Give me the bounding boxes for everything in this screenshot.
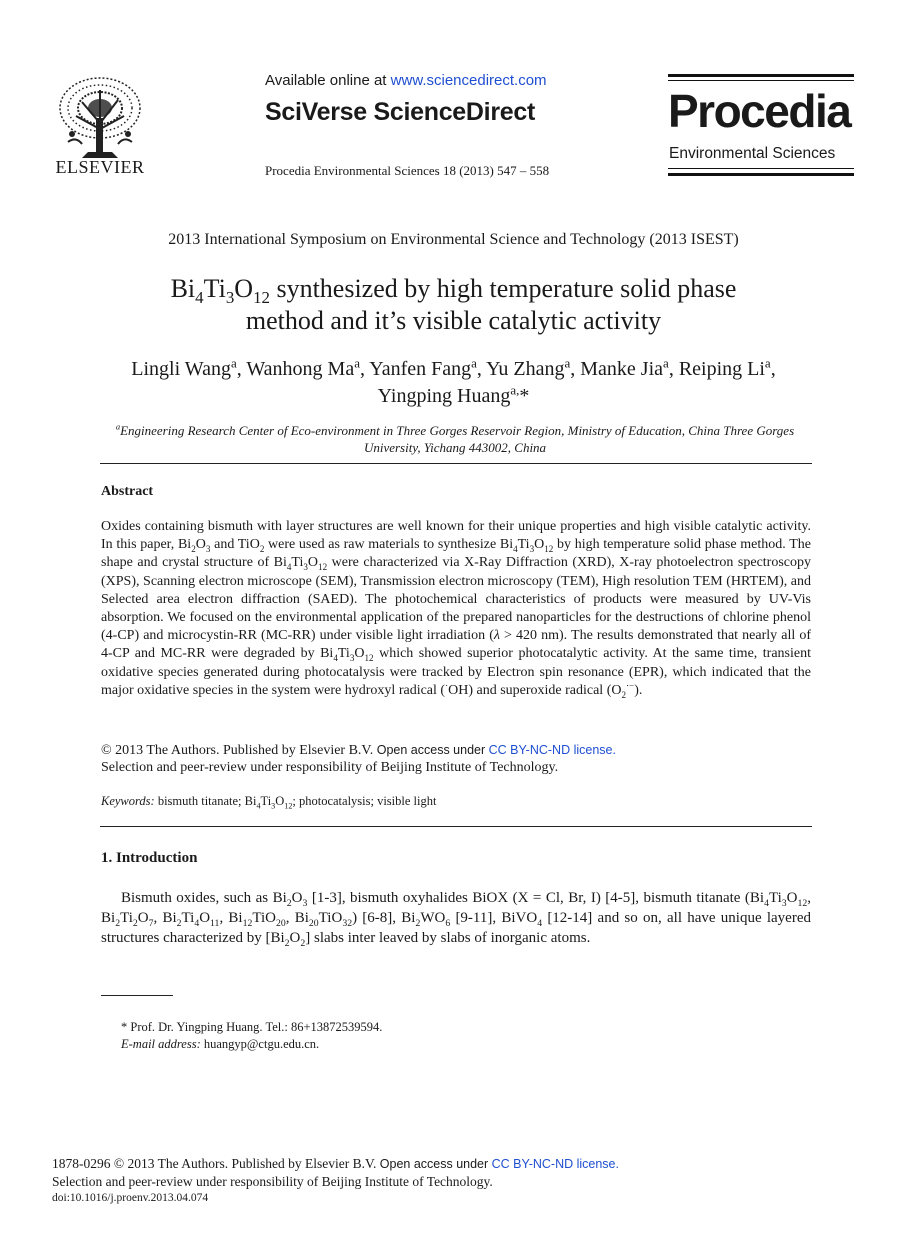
author: Yu Zhang$^a$, [486, 355, 581, 380]
footnote [121, 1019, 382, 1053]
sciencedirect-link[interactable]: www.sciencedirect.com [390, 72, 547, 89]
email-label: E-mail address: [121, 1037, 201, 1051]
logo-rule-top-thin [668, 80, 854, 81]
logo-rule-bottom-thin [668, 168, 854, 169]
doi[interactable]: doi:10.1016/j.proenv.2013.04.074 [52, 1192, 209, 1204]
elsevier-wordmark: ELSEVIER [55, 157, 145, 177]
section-heading-introduction: 1. Introduction [101, 850, 198, 866]
available-online [265, 72, 547, 89]
procedia-wordmark: Procedia [668, 85, 851, 137]
introduction-paragraph: Bismuth oxides, such as $Bi_2O_3$ [1-3], bismuth oxyhalides BiOX (X = Cl, Br, I) [4-5], bismuth titanate ($Bi_4Ti_3O_{12}$, $Bi_2Ti_2O_7$, $Bi_2Ti_4O_{11}$, $Bi_{12}TiO_{20}$, $Bi_{20}TiO_{32}$) [6-8], $Bi_2WO_6$ [9-11], BiVO$_4$ [12-14] and so on, all have unique layered structures characterized by $[Bi_2O_2]$ slabs inter leaved by slabs of inorganic atoms. [101, 890, 812, 949]
author: Manke Jia$^a$, [580, 355, 679, 380]
divider-bottom [100, 826, 812, 827]
available-online-label: Available online at [265, 72, 391, 89]
sciverse-sciencedirect-logo: SciVerse ScienceDirect [265, 98, 535, 126]
license-link[interactable]: CC BY-NC-ND license. [488, 743, 616, 757]
title-line-2: method and it’s visible catalytic activity [245, 306, 662, 335]
email-address[interactable]: huangyp@ctgu.edu.cn. [200, 1037, 320, 1051]
procedia-logo [668, 74, 854, 176]
footnote-rule [101, 995, 173, 996]
author: Reiping Li$^a$, [678, 355, 776, 380]
author: Lingli Wang$^a$, [131, 355, 247, 380]
keywords-label: Keywords: [101, 794, 155, 808]
author-line-1 [0, 356, 907, 383]
corresponding-author: Yingping Huang [377, 385, 511, 407]
abstract-heading: Abstract [101, 484, 154, 499]
corresponding-mark: * [519, 385, 530, 407]
footnote-contact: * Prof. Dr. Yingping Huang. Tel.: 86+13872539594. [121, 1020, 383, 1034]
paper-title [0, 273, 907, 337]
keywords: Keywords: bismuth titanate; $Bi_4Ti_3O_{12}$; photocatalysis; visible light [101, 794, 437, 811]
footer-license-link[interactable]: CC BY-NC-ND license. [491, 1157, 619, 1171]
conference-name: 2013 International Symposium on Environmental Science and Technology (2013 ISEST) [168, 231, 739, 248]
author-list [0, 356, 907, 410]
procedia-subtitle: Environmental Sciences [669, 145, 836, 162]
journal-reference: Procedia Environmental Sciences 18 (2013) 547 – 558 [265, 163, 550, 178]
page-footer: 1878-0296 © 2013 The Authors. Published by Elsevier B.V. Open access under CC BY-NC-ND license. Selection and peer-review under responsibility of Beijing Institute of Technology. doi:10.1016/j.proenv.2013.04.074 [52, 1155, 619, 1207]
author: Wanhong Ma$^a$, [246, 355, 370, 380]
author: Yanfen Fang$^a$, [369, 355, 487, 380]
affiliation: $^a$Engineering Research Center of Eco-environment in Three Gorges Reservoir Region, Ministry of Education, China Three Gorges University, Yichang 443002, China [115, 421, 795, 455]
logo-rule-top [668, 74, 854, 77]
author-line-2: Yingping Huang$^{a,}$* [377, 382, 530, 407]
title-line-1: $Bi_4Ti_3O_{12}$ synthesized by high temperature solid phase [170, 274, 737, 308]
divider-top [100, 463, 812, 464]
copyright-notice: © 2013 The Authors. Published by Elsevier B.V. Open access under CC BY-NC-ND license. Selection and peer-review under responsibility of Beijing Institute of Technology. [101, 743, 616, 775]
abstract-text: Oxides containing bismuth with layer structures are well known for their unique properties and high visible catalytic activity. In this paper, $Bi_2O_3$ and TiO$_2$ were used as raw materials to synthesize $Bi_4Ti_3O_{12}$ by high temperature solid phase method. The shape and crystal structure of $Bi_4Ti_3O_{12}$ were characterized via X-Ray Diffraction (XRD), X-ray photoelectron spectroscopy (XPS), Scanning electron microscope (SEM), Transmission electron microscopy (TEM), High resolution TEM (HRTEM), and Selected area electron diffraction (SAED). The photochemical characteristics of products were measured by UV-Vis absorption. We focused on the environmental application of the prepared nanoparticles for the destructions of chlorine phenol (4-CP) and microcystin-RR (MC-RR) under visible light irradiation (λ > 420 nm). The results demonstrated that nearly all of 4-CP and MC-RR were degraded by $Bi_4Ti_3O_{12}$ which showed superior photocatalytic activity. At the same time, transient oxidative species generated during photocatalysis were tracked by Electron spin resonance (EPR), which indicated that the major oxidative species in the system were hydroxyl radical (·OH) and superoxide radical $(O_2^{\cdot-})$. [101, 519, 811, 700]
logo-rule-bottom [668, 173, 854, 176]
